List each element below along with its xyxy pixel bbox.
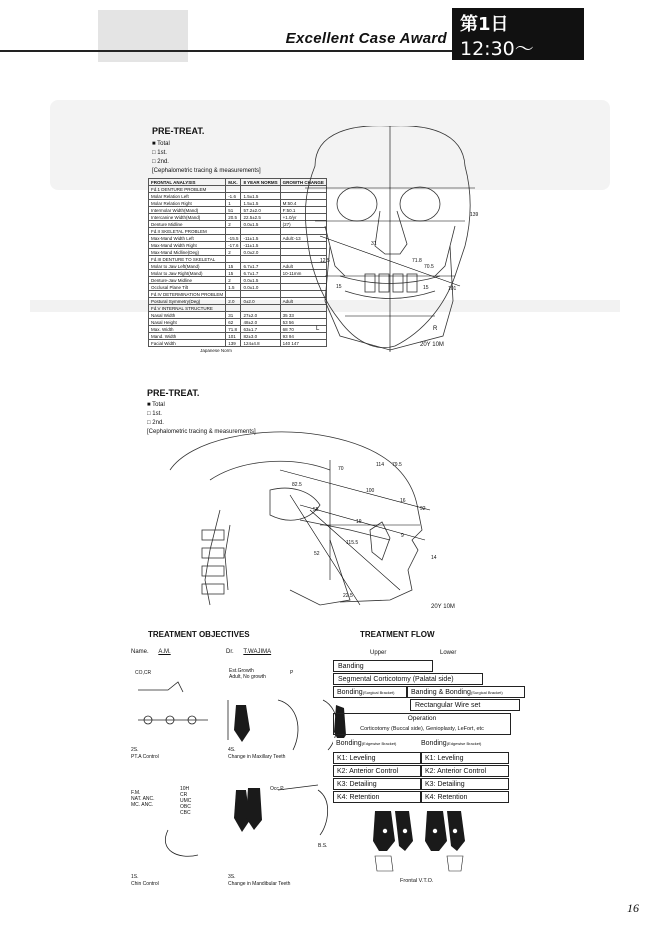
fm-labels <box>131 790 155 808</box>
fm-label: F.M. <box>131 790 141 796</box>
table-header-cell: GROWTH CHANGE <box>280 179 326 186</box>
table-cell <box>226 291 241 298</box>
flow-bonding2-lower <box>418 738 508 750</box>
table-cell: Molar Relation Right <box>149 200 226 207</box>
lateral-value-11: 115.5 <box>346 540 359 546</box>
anc-obc: OBC <box>180 804 191 810</box>
flow-banding: Banding <box>333 660 433 672</box>
table-cell: 22.5±2.5 <box>241 214 280 221</box>
table-cell: Fd.II SKELETAL PROBLEM <box>149 228 226 235</box>
operation-detail: Corticotomy (Buccal side), Genioplasty, LeFort, etc <box>360 726 484 732</box>
panel-3s <box>228 874 290 888</box>
frontal-value-2: 31 <box>371 241 377 247</box>
table-cell: Fd.V INTERNAL STRUCTURE <box>149 305 226 312</box>
table-cell: Molar to Jaw Left(Mand) <box>149 263 226 270</box>
table-cell: 71.8 <box>226 326 241 333</box>
panel-2s <box>131 747 159 761</box>
table-cell: Max. Width <box>149 326 226 333</box>
table-cell: Fd.1 DENTURE PROBLEM <box>149 186 226 193</box>
table-cell: -1.6 <box>226 193 241 200</box>
table-cell: (27) <box>280 221 326 228</box>
table-cell: 139 <box>226 340 241 347</box>
bonding-upper-note: (Surgical Bracket) <box>362 690 395 695</box>
frontal-value-7: 101 <box>448 286 457 292</box>
frontal-vto-diagram <box>365 806 475 876</box>
table-cell: Fd.IV DETERMINATION PROBLEM <box>149 291 226 298</box>
table-cell: 20.5 <box>226 214 241 221</box>
table-cell: Molar Relation Left <box>149 193 226 200</box>
table-cell: Denture Midline <box>149 221 226 228</box>
flow-bonding2-upper <box>333 738 413 750</box>
day-time: 12:30〜13:15 <box>460 38 534 83</box>
legend-2nd: □ 2nd. <box>152 159 169 165</box>
lateral-value-5: 100 <box>366 488 375 494</box>
bonding2-upper-label: Bonding <box>336 740 362 747</box>
flow-upper-label: Upper <box>370 650 387 656</box>
banding-bonding-label: Banding & Bonding <box>411 689 471 696</box>
frontal-value-5: 15 <box>336 284 342 290</box>
table-cell: 51 <box>226 207 241 214</box>
banding-bonding-note: (Surgical Bracket) <box>470 690 503 695</box>
lateral-value-9: 9 <box>401 533 404 539</box>
lateral-value-7: 16 <box>400 498 406 504</box>
table-cell: Facial Width <box>149 340 226 347</box>
panel-1s-name: Chin Control <box>131 881 159 887</box>
table-cell <box>226 228 241 235</box>
legend-total: ■ Total <box>147 402 165 408</box>
table-cell: Molar to Jaw Right(Mand) <box>149 270 226 277</box>
flow-step-lower-k4: K4: Retention <box>421 791 509 803</box>
table-cell <box>241 228 280 235</box>
flow-lower-label: Lower <box>440 650 457 656</box>
table-cell <box>226 305 241 312</box>
flow-step-lower-k1: K1: Leveling <box>421 752 509 764</box>
table-cell: 124±4.8 <box>241 340 280 347</box>
name-label: Name. <box>131 649 149 655</box>
table-cell: 2 <box>226 221 241 228</box>
table-cell: 63±1.7 <box>241 326 280 333</box>
lateral-value-8: 19 <box>356 519 362 525</box>
header-title: Excellent Case Award <box>285 30 447 47</box>
panel-1s-num: 1S. <box>131 874 139 880</box>
table-cell: 53 56 <box>280 319 326 326</box>
table-cell: 6.7±1.7 <box>241 263 280 270</box>
treatment-flow-title: TREATMENT FLOW <box>360 630 435 639</box>
table-cell: 2 <box>226 277 241 284</box>
table-cell: 101 <box>226 333 241 340</box>
table-cell: 0.0±1.5 <box>241 277 280 284</box>
table-cell: Max-Mand Width Right <box>149 242 226 249</box>
table-cell: 2 <box>226 249 241 256</box>
panel-2s-name: PT.A Control <box>131 754 159 760</box>
table-cell: -11±1.5 <box>241 242 280 249</box>
frontal-value-6: 15 <box>423 285 429 291</box>
panel-4s <box>228 747 285 761</box>
table-cell: 68 70 <box>280 326 326 333</box>
flow-segmental-corticotomy: Segmental Corticotomy (Palatal side) <box>333 673 483 685</box>
figure-mid-label: PRE-TREAT. <box>147 388 200 398</box>
table-cell: 1.5±1.5 <box>241 193 280 200</box>
table-cell: 62 <box>226 319 241 326</box>
table-cell: Max-Mand Midline(Deg) <box>149 249 226 256</box>
table-cell: Nasal Width <box>149 312 226 319</box>
table-cell: -11±1.5 <box>241 235 280 242</box>
frontal-ceph-tracing <box>285 126 495 360</box>
legend-1st: □ 1st. <box>152 150 167 156</box>
table-cell: +1.0/yr <box>280 214 326 221</box>
table-cell <box>241 305 280 312</box>
table-cell: 48±2.0 <box>241 319 280 326</box>
table-cell: Intermolar Width(Mand) <box>149 207 226 214</box>
table-cell: Occlusal Plane Tilt <box>149 284 226 291</box>
frontal-age: 20Y 10M <box>420 342 444 348</box>
table-cell: 0.0±1.5 <box>241 221 280 228</box>
table-cell: 27±2.0 <box>241 312 280 319</box>
flow-operation <box>333 713 511 735</box>
objectives-name <box>131 649 171 655</box>
lateral-value-13: 52 <box>314 551 320 557</box>
panel-4s-num: 4S. <box>228 747 236 753</box>
table-cell: 1.5±1.5 <box>241 200 280 207</box>
flow-step-upper-k3: K3: Detailing <box>333 778 421 790</box>
lateral-value-3: 70 <box>338 466 344 472</box>
flow-step-lower-k2: K2: Anterior Control <box>421 765 509 777</box>
lateral-value-2: 79.5 <box>392 462 402 468</box>
anchorage-labels <box>180 786 191 816</box>
legend-caption: [Cephalometric tracing & measurements] <box>147 429 256 435</box>
panel-1s <box>131 874 159 888</box>
table-cell: 1 <box>226 200 241 207</box>
lateral-value-14: 22.5 <box>343 593 353 599</box>
day-label: 第1日 <box>460 14 509 35</box>
table-cell: 140 147 <box>280 340 326 347</box>
lateral-value-12: 14 <box>431 555 437 561</box>
figure-top-label: PRE-TREAT. <box>152 126 205 136</box>
co-cr-label: CO,CR <box>135 670 152 676</box>
panel-2s-num: 2S. <box>131 747 139 753</box>
figure-top-legend <box>152 140 261 176</box>
table-cell: 31 <box>226 312 241 319</box>
table-cell: Postural Symmetry(Deg) <box>149 298 226 305</box>
table-cell: Fd.III DENTURE TO SKELETAL <box>149 256 226 263</box>
panel-3s-name: Change in Mandibular Teeth <box>228 881 291 887</box>
table-header-cell: FRONTAL ANALYSIS <box>149 179 226 186</box>
flow-step-lower-k3: K3: Detailing <box>421 778 509 790</box>
treatment-objectives-diagrams <box>128 660 358 870</box>
flow-banding-bonding <box>407 686 525 698</box>
anc-umc: UMC <box>180 798 192 804</box>
legend-1st: □ 1st. <box>147 411 162 417</box>
table-cell: F:50.1 <box>280 207 326 214</box>
table-cell: 2.0 <box>226 298 241 305</box>
table-cell: 0.0±1.0 <box>241 284 280 291</box>
anc-10h: 10H <box>180 786 190 792</box>
panel-4s-name: Change in Maxillary Teeth <box>228 754 286 760</box>
table-cell: Nasal Height <box>149 319 226 326</box>
flow-rectangular-wire: Rectangular Wire set <box>410 699 520 711</box>
table-cell: 35 33 <box>280 312 326 319</box>
table-cell: Adult <box>280 263 326 270</box>
table-cell: -17.6 <box>226 242 241 249</box>
panel-3s-num: 3S. <box>228 874 236 880</box>
table-cell <box>226 186 241 193</box>
frontal-value-1: 139 <box>470 212 479 218</box>
growth-label: Est.Growth <box>229 668 254 674</box>
table-cell <box>241 256 280 263</box>
table-cell <box>241 186 280 193</box>
treatment-objectives-title: TREATMENT OBJECTIVES <box>148 630 250 639</box>
table-cell: Mand. Width <box>149 333 226 340</box>
page-number: 16 <box>627 901 639 915</box>
dr-label: Dr. <box>226 649 234 655</box>
table-cell: Adult <box>280 298 326 305</box>
table-header-cell: M.K. <box>226 179 241 186</box>
frontal-value-3: 71.8 <box>412 258 422 264</box>
lateral-ceph-tracing <box>150 430 480 610</box>
flow-step-upper-k1: K1: Leveling <box>333 752 421 764</box>
day-badge <box>452 8 584 83</box>
lateral-value-4: 82.5 <box>292 482 302 488</box>
table-cell: 57.2±2.0 <box>241 207 280 214</box>
flow-step-upper-k2: K2: Anterior Control <box>333 765 421 777</box>
frontal-vto-label: Frontal V.T.O. <box>400 878 434 884</box>
occ-label: Occ.P. <box>270 786 285 792</box>
table-cell: 82±3.0 <box>241 333 280 340</box>
legend-total: ■ Total <box>152 141 170 147</box>
lateral-value-6: 55 <box>313 507 319 513</box>
legend-caption: [Cephalometric tracing & measurements] <box>152 168 261 174</box>
dr-value: T.WAJIMA <box>243 649 272 655</box>
table-cell: Intercanine Width(Mand) <box>149 214 226 221</box>
bs-label: B.S. <box>318 843 328 849</box>
lateral-value-10: 92 <box>420 506 426 512</box>
table-cell: M:50.4 <box>280 200 326 207</box>
table-cell: 15 <box>226 270 241 277</box>
bonding2-lower-label: Bonding <box>421 740 447 747</box>
flow-step-upper-k4: K4: Retention <box>333 791 421 803</box>
frontal-value-4: 12.5 <box>320 258 330 264</box>
anc-cbc: CBC <box>180 810 191 816</box>
legend-2nd: □ 2nd. <box>147 420 164 426</box>
table-cell: Adult:-13 <box>280 235 326 242</box>
table-header-cell: 8 YEAR NORMS <box>241 179 280 186</box>
table-cell: Max-Mand Width Left <box>149 235 226 242</box>
operation-label: Operation <box>407 715 437 722</box>
bonding-upper-label: Bonding <box>337 689 363 696</box>
frontal-side-right: R <box>433 326 438 332</box>
table-cell: 10-11mm <box>280 270 326 277</box>
frontal-side-left: L <box>316 326 320 332</box>
table-cell: 15 <box>226 263 241 270</box>
frontal-analysis-table <box>148 178 324 353</box>
table-cell: 6.7±1.7 <box>241 270 280 277</box>
frontal-value-8: 70.5 <box>424 264 434 270</box>
table-cell: 93 94 <box>280 333 326 340</box>
lateral-value-1: 114 <box>376 462 384 468</box>
table-footer: Japanese Norm <box>200 348 232 353</box>
p-symbol: P <box>290 670 294 676</box>
bonding2-lower-note: (Edgewise Bracket) <box>446 741 482 746</box>
name-value: A.M. <box>158 649 171 655</box>
table-cell: Denture-Jaw Midline <box>149 277 226 284</box>
anc-cr: CR <box>180 792 188 798</box>
table-cell: 0.0±2.0 <box>241 249 280 256</box>
table-cell <box>241 291 280 298</box>
growth-note: Adult, No growth <box>229 674 266 680</box>
mc-anc-label: MC. ANC. <box>131 802 154 808</box>
lateral-age: 20Y 10M <box>431 604 455 610</box>
flow-bonding-upper <box>333 686 407 698</box>
table-cell: 0±2.0 <box>241 298 280 305</box>
bonding2-upper-note: (Edgewise Bracket) <box>361 741 397 746</box>
table-cell: -15.5 <box>226 235 241 242</box>
table-cell: 1.5 <box>226 284 241 291</box>
nat-anc-label: NAT. ANC. <box>131 796 155 802</box>
table-cell <box>226 256 241 263</box>
objectives-doctor <box>226 649 271 655</box>
